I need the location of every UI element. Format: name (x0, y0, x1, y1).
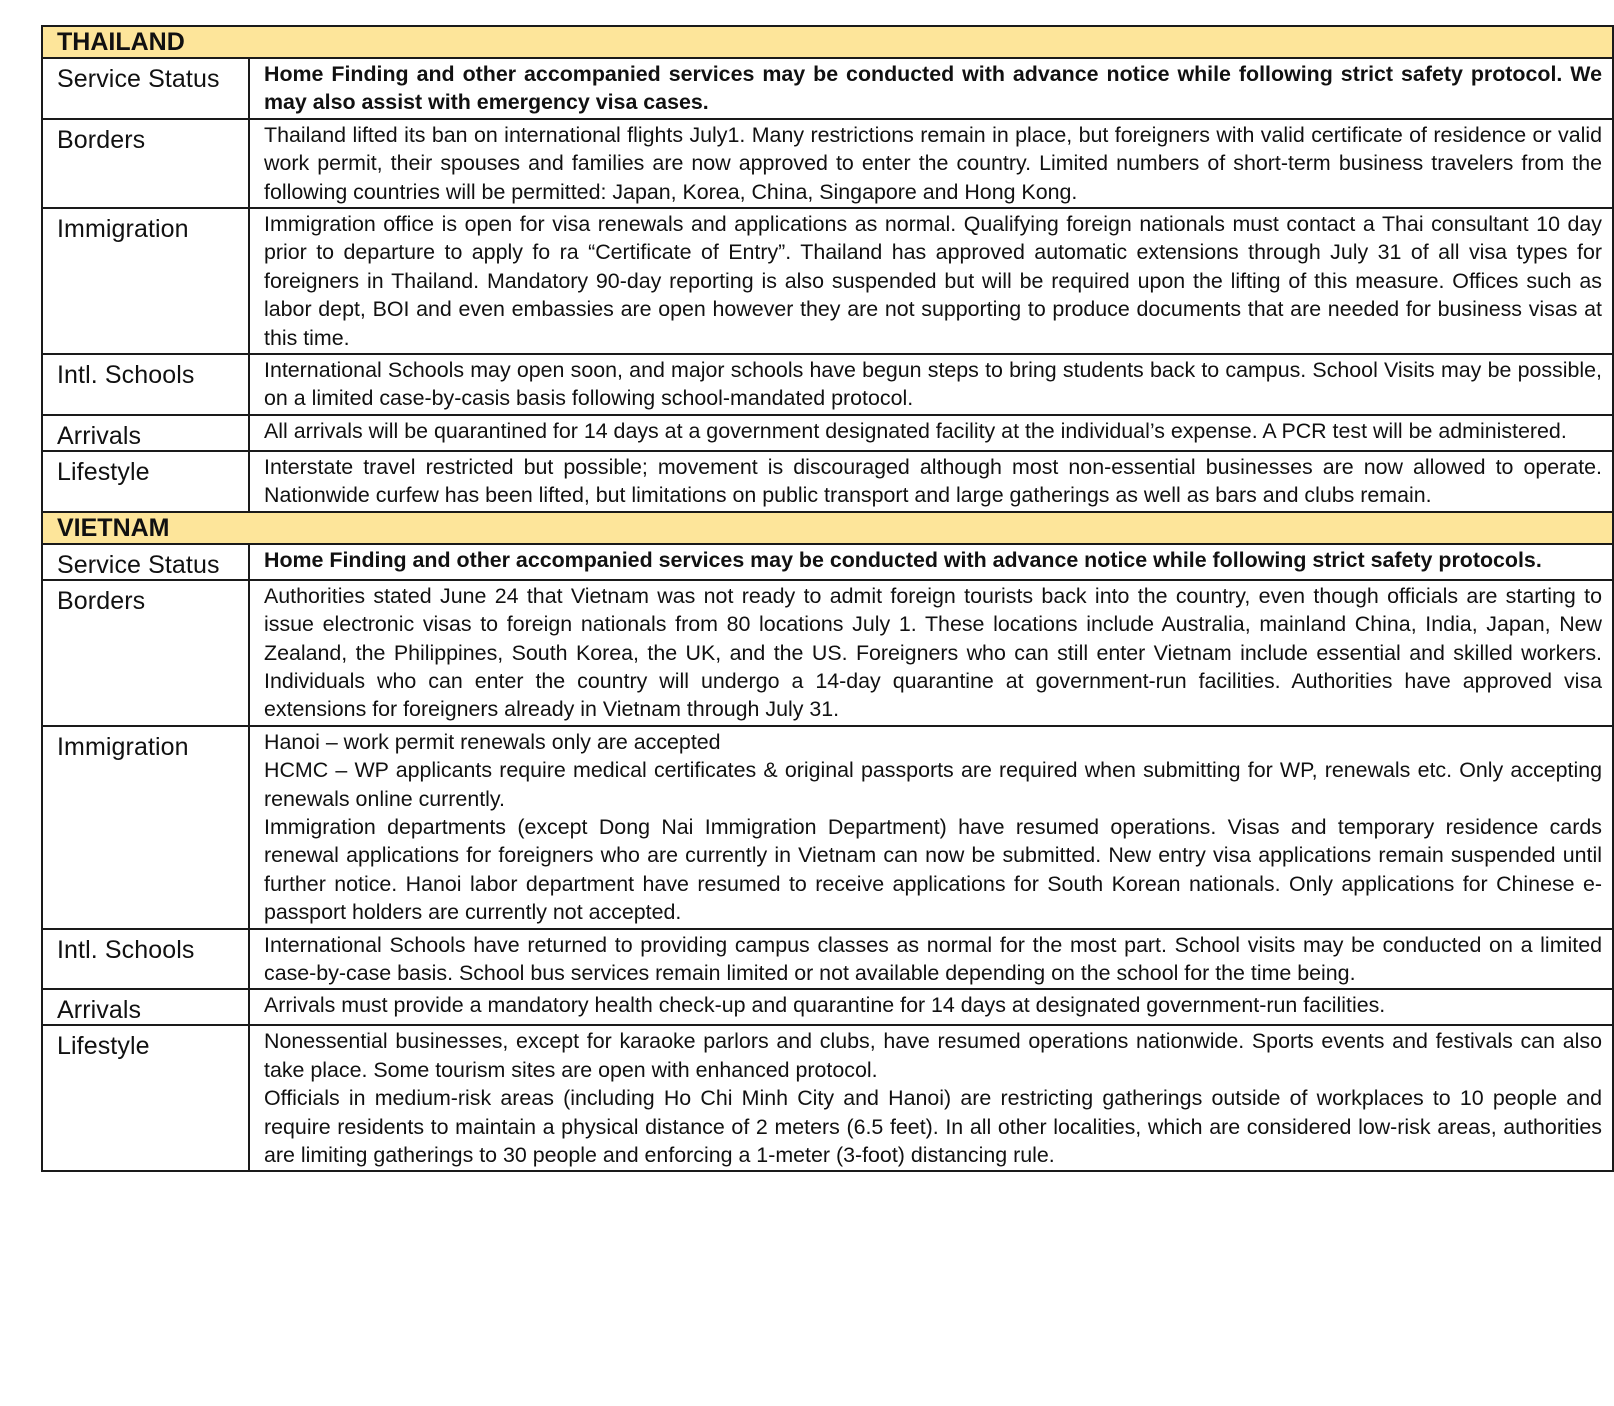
country-header-row (42, 512, 1613, 544)
table-row (42, 1025, 1613, 1171)
row-label: Service Status (42, 544, 249, 580)
table-row (42, 119, 1613, 208)
row-label: Intl. Schools (42, 929, 249, 990)
row-label: Immigration (42, 208, 249, 354)
content-paragraph: Immigration departments (except Dong Nai Immigration Department) have resumed operations. Visas and temporary residence cards renewal applications for foreigners who are currently in Vietnam can now be submitted. New entry visa applications remain suspended until further notice. Hanoi labor department have resumed to receive applications for South Korean nationals. Only applications for Chinese e-passport holders are currently not accepted. (264, 814, 1602, 925)
country-status-table (41, 25, 1614, 1172)
content-paragraph: All arrivals will be quarantined for 14 days at a government designated facility at the individual’s expense. A PCR test will be administered. (264, 418, 1567, 443)
country-heading: THAILAND (42, 26, 1613, 58)
content-paragraph: Authorities stated June 24 that Vietnam was not ready to admit foreign tourists back into the country, even though officials are starting to issue electronic visas to foreign nationals from 80 locations July 1. These locations include Australia, mainland China, India, Japan, New Zealand, the Philippines, South Korea, the UK, and the US. Foreigners who can still enter Vietnam include essential and skilled workers. Individuals who can enter the country will undergo a 14-day quarantine at government-run facilities. Authorities have approved visa extensions for foreigners already in Vietnam through July 31. (264, 583, 1602, 722)
content-paragraph: Hanoi – work permit renewals only are accepted (264, 729, 721, 754)
content-paragraph: HCMC – WP applicants require medical certificates & original passports are required when submitting for WP, renewals etc. Only accepting renewals online currently. (264, 758, 1602, 811)
row-content (249, 58, 1613, 119)
table-row (42, 58, 1613, 119)
table-row (42, 929, 1613, 990)
content-paragraph: International Schools may open soon, and major schools have begun steps to bring students back to campus. School Visits may be possible, on a limited case-by-casis basis following school-mandated protocol. (264, 358, 1602, 411)
country-heading: VIETNAM (42, 512, 1613, 544)
row-content (249, 415, 1613, 451)
row-content (249, 580, 1613, 726)
table-row (42, 580, 1613, 726)
content-paragraph: Home Finding and other accompanied services may be conducted with advance notice while following strict safety protocols. (264, 547, 1542, 572)
row-label: Arrivals (42, 415, 249, 451)
table-row (42, 354, 1613, 415)
content-paragraph: International Schools have returned to providing campus classes as normal for the most part. School visits may be conducted on a limited case-by-case basis. School bus services remain limited or not available depending on the school for the time being. (264, 932, 1602, 985)
row-label: Lifestyle (42, 451, 249, 512)
row-content (249, 451, 1613, 512)
row-content (249, 544, 1613, 580)
row-label: Lifestyle (42, 1025, 249, 1171)
table-row (42, 451, 1613, 512)
row-content (249, 119, 1613, 208)
row-content (249, 989, 1613, 1025)
table-row (42, 415, 1613, 451)
row-label: Immigration (42, 726, 249, 929)
content-paragraph: Home Finding and other accompanied services may be conducted with advance notice while following strict safety protocol. We may also assist with emergency visa cases. (264, 62, 1602, 115)
row-content (249, 354, 1613, 415)
row-content (249, 208, 1613, 354)
table-row (42, 726, 1613, 929)
content-paragraph: Officials in medium-risk areas (including Ho Chi Minh City and Hanoi) are restricting gatherings outside of workplaces to 10 people and require residents to maintain a physical distance of 2 meters (6.5 feet). In all other localities, which are considered low-risk areas, authorities are limiting gatherings to 30 people and enforcing a 1-meter (3-foot) distancing rule. (264, 1086, 1602, 1167)
row-label: Arrivals (42, 989, 249, 1025)
row-content (249, 1025, 1613, 1171)
content-paragraph: Immigration office is open for visa renewals and applications as normal. Qualifying foreign nationals must contact a Thai consultant 10 day prior to departure to apply fo ra “Certificate of Entry”. Thailand has approved automatic extensions through July 31 of all visa types for foreigners in Thailand. Mandatory 90-day reporting is also suspended but will be required upon the lifting of this measure. Offices such as labor dept, BOI and even embassies are open however they are not supporting to produce documents that are needed for business visas at this time. (264, 212, 1602, 350)
table-row (42, 989, 1613, 1025)
row-label: Service Status (42, 58, 249, 119)
table-body (42, 26, 1613, 1171)
row-label: Borders (42, 119, 249, 208)
row-label: Borders (42, 580, 249, 726)
content-paragraph: Thailand lifted its ban on international flights July1. Many restrictions remain in place, but foreigners with valid certificate of residence or valid work permit, their spouses and families are now approved to enter the country. Limited numbers of short-term business travelers from the following countries will be permitted: Japan, Korea, China, Singapore and Hong Kong. (264, 122, 1602, 204)
country-header-row (42, 26, 1613, 58)
row-content (249, 929, 1613, 990)
table-row (42, 544, 1613, 580)
content-paragraph: Interstate travel restricted but possible; movement is discouraged although most non-essential businesses are now allowed to operate. Nationwide curfew has been lifted, but limitations on public transport and large gatherings as well as bars and clubs remain. (264, 454, 1602, 508)
row-content (249, 726, 1613, 929)
table-row (42, 208, 1613, 354)
row-label: Intl. Schools (42, 354, 249, 415)
content-paragraph: Arrivals must provide a mandatory health check-up and quarantine for 14 days at designated government-run facilities. (264, 993, 1386, 1018)
content-paragraph: Nonessential businesses, except for karaoke parlors and clubs, have resumed operations nationwide. Sports events and festivals can also take place. Some tourism sites are open with enhanced protocol. (264, 1029, 1602, 1082)
